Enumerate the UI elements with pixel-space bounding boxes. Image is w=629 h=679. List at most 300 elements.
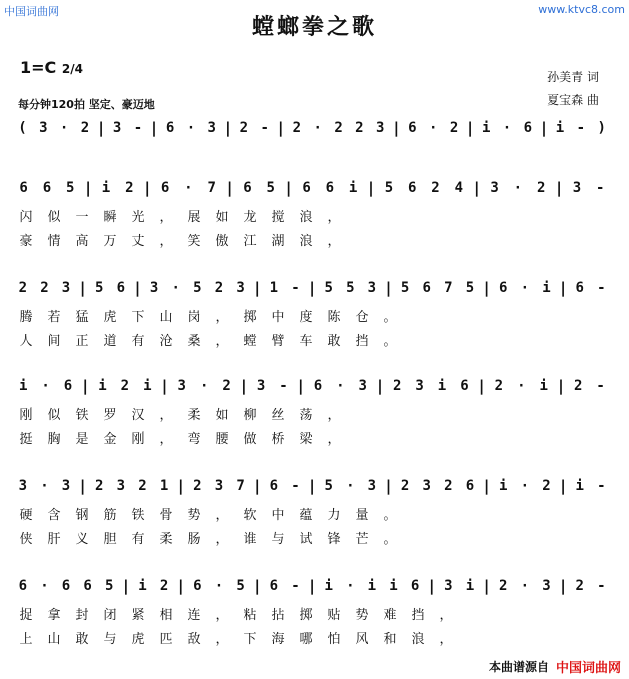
note: 2 [95, 478, 104, 494]
lyric-char: 铁 [75, 408, 89, 423]
lyric-char: 如 [215, 210, 229, 225]
barline: | [79, 477, 86, 495]
note: 2 [494, 378, 504, 394]
barline: | [467, 119, 473, 137]
lyricist: 孙美青 词 [547, 70, 599, 84]
lyric-char: 上 [19, 632, 33, 647]
lyric-char: 。 [383, 508, 397, 523]
barline: | [473, 179, 480, 197]
note: 4 [454, 180, 464, 196]
footer-site: 中国词曲网 [555, 661, 621, 676]
barline: | [144, 179, 150, 197]
lyric-char: 锋 [327, 532, 341, 547]
note: 5 [193, 280, 202, 296]
lyric-char: 万 [103, 234, 117, 249]
note: i [555, 120, 565, 136]
note: 2 [542, 478, 551, 494]
note: i [101, 180, 111, 196]
lyric-char: 风 [355, 632, 369, 647]
lyric-char: ， [215, 508, 229, 523]
note: 6 [19, 180, 28, 196]
note: 2 [499, 578, 508, 594]
lyric-char: ， [215, 310, 229, 325]
lyric-char: 汉 [131, 408, 145, 423]
note: · [184, 180, 193, 196]
lyric-char: 和 [383, 632, 397, 647]
notation-line [12, 120, 612, 136]
lyric-char: 江 [243, 234, 257, 249]
note: i [575, 478, 584, 494]
lyric-char: 梁 [299, 432, 313, 447]
note: 5 [324, 280, 333, 296]
lyric-char: 难 [383, 608, 397, 623]
notation-line [12, 478, 612, 494]
note: 3 [236, 280, 245, 296]
lyric-char: 罗 [103, 408, 117, 423]
barline: | [309, 577, 315, 595]
note: i [18, 378, 28, 394]
lyric-char: 桑 [187, 334, 201, 349]
barline: | [123, 577, 129, 595]
lyric-char: 挡 [355, 334, 369, 349]
lyric-char: ， [215, 608, 229, 623]
note: · [199, 378, 209, 394]
notation-line [12, 180, 612, 196]
note: 3 [490, 180, 499, 196]
lyric-char: 弯 [187, 432, 201, 447]
note: 1 [269, 280, 279, 296]
note: · [59, 120, 69, 136]
note: · [346, 478, 355, 494]
lyric-char: 若 [47, 310, 61, 325]
notation-line [12, 378, 612, 394]
lyric-char: 下 [131, 310, 145, 325]
barline: | [225, 119, 231, 137]
lyric-char: 软 [243, 508, 257, 523]
note: · [513, 180, 523, 196]
note: 3 [39, 120, 48, 136]
note: 6 [61, 578, 71, 594]
lyrics-line [12, 504, 612, 523]
lyric-char: ， [327, 210, 341, 225]
barline: | [556, 179, 562, 197]
note: i [499, 478, 508, 494]
lyrics-line [12, 428, 612, 447]
barline: | [297, 377, 304, 395]
note: 2 [18, 280, 28, 296]
note: - [291, 280, 300, 296]
lyric-char: 虎 [103, 310, 117, 325]
note: 6 [408, 180, 417, 196]
note: · [313, 120, 322, 136]
tempo-marking: 每分钟120拍 坚定、豪迈地 [18, 98, 155, 111]
notation-line [12, 578, 612, 594]
note: 2 [159, 578, 169, 594]
lyric-char: 情 [47, 234, 61, 249]
barline: | [560, 477, 566, 495]
note: 5 [346, 280, 355, 296]
note: ( [18, 120, 27, 136]
lyric-char: 拈 [271, 608, 285, 623]
note: · [517, 378, 526, 394]
note: 6 [422, 280, 431, 296]
barline: | [385, 477, 392, 495]
note: 6 [63, 378, 73, 394]
time-signature: 2/4 [61, 62, 83, 76]
lyric-char: 光 [131, 210, 145, 225]
note: 2 [40, 280, 49, 296]
lyric-char: 仓 [355, 310, 369, 325]
lyric-char: 。 [383, 532, 397, 547]
note: 2 [400, 478, 410, 494]
barline: | [177, 477, 184, 495]
note: 5 [95, 280, 104, 296]
barline: | [85, 179, 91, 197]
lyric-char: 哪 [299, 632, 313, 647]
lyric-char: ， [159, 210, 173, 225]
lyric-char: 有 [131, 532, 145, 547]
lyric-char: 试 [299, 532, 313, 547]
note: - [597, 578, 606, 594]
note: 6 [160, 180, 170, 196]
lyric-char: 下 [243, 632, 257, 647]
note: 3 [61, 478, 71, 494]
lyric-char: 似 [47, 408, 61, 423]
note: 3 [542, 578, 551, 594]
note: 7 [444, 280, 453, 296]
barline: | [483, 477, 490, 495]
barline: | [483, 577, 490, 595]
lyrics-line [12, 306, 612, 325]
lyric-char: 。 [383, 334, 397, 349]
barline: | [483, 279, 490, 297]
barline: | [98, 119, 104, 137]
lyric-char: 相 [159, 608, 173, 623]
lyric-char: 闭 [103, 608, 117, 623]
lyric-char: 湖 [271, 234, 285, 249]
note: 5 [65, 180, 75, 196]
note: · [171, 280, 180, 296]
note: 3 [367, 280, 377, 296]
note: 2 [138, 478, 147, 494]
lyric-char: 拿 [47, 608, 61, 623]
lyric-char: 沧 [159, 334, 173, 349]
note: 5 [384, 180, 394, 196]
barline: | [254, 279, 260, 297]
lyric-char: 闪 [19, 210, 33, 225]
lyric-char: 海 [271, 632, 285, 647]
lyric-char: 。 [383, 310, 397, 325]
barline: | [478, 377, 485, 395]
barline: | [285, 179, 292, 197]
note: i [138, 578, 147, 594]
note: 6 [193, 578, 202, 594]
note: 2 [392, 378, 402, 394]
note: · [186, 120, 196, 136]
lyric-char: 刚 [131, 432, 145, 447]
note: i [98, 378, 107, 394]
barline: | [560, 279, 566, 297]
note: - [597, 280, 606, 296]
lyric-char: 浪 [299, 234, 313, 249]
note: 6 [410, 578, 420, 594]
note: · [520, 280, 530, 296]
note: 6 [116, 280, 126, 296]
lyric-char: 一 [75, 210, 89, 225]
barline: | [560, 577, 566, 595]
note: 3 [444, 578, 453, 594]
lyric-char: 岗 [187, 310, 201, 325]
note: · [214, 578, 224, 594]
lyric-char: 山 [47, 632, 61, 647]
note: 2 [80, 120, 90, 136]
lyrics-line [12, 206, 612, 225]
lyric-char: 含 [47, 508, 61, 523]
barline: | [393, 119, 400, 137]
note: 2 [355, 120, 364, 136]
lyrics-line [12, 528, 612, 547]
note: 2 [214, 280, 224, 296]
note: 6 [408, 120, 417, 136]
lyric-char: 正 [75, 334, 89, 349]
note: - [291, 578, 300, 594]
note: · [346, 578, 355, 594]
lyric-char: 义 [75, 532, 89, 547]
note: · [40, 578, 49, 594]
note: i [539, 378, 548, 394]
lyrics-line [12, 628, 612, 647]
lyric-char: 粘 [243, 608, 257, 623]
watermark-left: 中国词曲网 [4, 5, 59, 18]
barline: | [377, 377, 383, 395]
barline: | [254, 577, 260, 595]
barline: | [309, 477, 315, 495]
lyric-char: 做 [243, 432, 257, 447]
note: i [437, 378, 447, 394]
note: i [542, 280, 551, 296]
note: 2 [536, 180, 546, 196]
lyric-char: 敢 [327, 334, 341, 349]
lyric-char: 陈 [327, 310, 341, 325]
note: ) [597, 120, 606, 136]
note: 2 [125, 180, 134, 196]
note: 2 [575, 578, 584, 594]
lyric-char: 猛 [75, 310, 89, 325]
lyric-char: 筋 [103, 508, 117, 523]
lyric-char: ， [439, 608, 453, 623]
lyric-char: 肝 [47, 532, 61, 547]
lyric-char: ， [439, 632, 453, 647]
note: 3 [61, 280, 71, 296]
lyric-char: 量 [355, 508, 369, 523]
lyric-char: 挡 [411, 608, 425, 623]
lyric-char: 中 [271, 310, 285, 325]
note: 5 [465, 280, 475, 296]
lyric-char: 怕 [327, 632, 341, 647]
lyric-char: 势 [355, 608, 369, 623]
note: · [520, 478, 530, 494]
note: 3 [358, 378, 367, 394]
note: 2 [431, 180, 440, 196]
lyric-char: 车 [299, 334, 313, 349]
note: 3 [207, 120, 216, 136]
note: 7 [207, 180, 216, 196]
note: 3 [376, 120, 385, 136]
barline: | [429, 577, 435, 595]
note: - [279, 378, 288, 394]
lyric-char: 中 [271, 508, 285, 523]
note: 7 [236, 478, 245, 494]
lyric-char: 臂 [271, 334, 285, 349]
lyric-char: 胸 [47, 432, 61, 447]
note: i [481, 120, 491, 136]
note: i [367, 578, 377, 594]
lyric-char: 肠 [187, 532, 201, 547]
lyric-char: 丈 [131, 234, 145, 249]
lyric-char: 贴 [327, 608, 341, 623]
note: 6 [83, 578, 92, 594]
lyric-char: ， [327, 432, 341, 447]
note: 2 [292, 120, 302, 136]
barline: | [226, 179, 233, 197]
note: 5 [324, 478, 333, 494]
note: 2 [120, 378, 130, 394]
lyric-char: 豪 [19, 234, 33, 249]
lyrics-line [12, 230, 612, 249]
note: 5 [266, 180, 275, 196]
note: 1 [159, 478, 169, 494]
lyric-char: 与 [103, 632, 117, 647]
lyric-char: ， [215, 632, 229, 647]
lyric-char: 道 [103, 334, 117, 349]
lyric-char: 有 [131, 334, 145, 349]
barline: | [278, 119, 284, 137]
lyric-char: 龙 [243, 210, 257, 225]
lyric-char: 虎 [131, 632, 145, 647]
lyric-char: 柔 [187, 408, 201, 423]
note: 6 [269, 478, 279, 494]
lyric-char: 搅 [271, 210, 285, 225]
lyric-char: ， [159, 432, 173, 447]
lyric-char: 铁 [131, 508, 145, 523]
barline: | [79, 279, 86, 297]
lyric-char: 侠 [19, 532, 33, 547]
lyric-char: 腰 [215, 432, 229, 447]
note: 5 [105, 578, 114, 594]
lyric-char: 蕴 [299, 508, 313, 523]
note: 2 [193, 478, 202, 494]
note: 6 [499, 280, 508, 296]
note: i [324, 578, 333, 594]
note: 6 [165, 120, 175, 136]
note: - [576, 120, 586, 136]
page-title: 螳螂拳之歌 [251, 14, 377, 40]
note: - [291, 478, 300, 494]
lyric-char: 荡 [299, 408, 313, 423]
note: 6 [523, 120, 533, 136]
lyric-char: 骨 [159, 508, 173, 523]
notation-line [12, 280, 612, 296]
note: · [520, 578, 530, 594]
note: 6 [18, 578, 28, 594]
note: 3 [367, 478, 377, 494]
lyric-char: 刚 [19, 408, 33, 423]
note: 5 [236, 578, 245, 594]
lyric-char: 展 [187, 210, 201, 225]
lyric-char: 度 [299, 310, 313, 325]
lyric-char: 浪 [299, 210, 313, 225]
lyric-char: 挺 [19, 432, 33, 447]
lyric-char: 金 [103, 432, 117, 447]
lyric-char: 连 [187, 608, 201, 623]
note: 6 [313, 378, 323, 394]
lyric-char: 螳 [243, 334, 257, 349]
lyrics-line [12, 330, 612, 349]
lyric-char: 势 [187, 508, 201, 523]
lyric-char: 敌 [187, 632, 201, 647]
lyric-char: 是 [75, 432, 89, 447]
lyrics-line [12, 604, 612, 623]
footer-source: 本曲谱源自 [488, 660, 549, 674]
lyric-char: 胆 [103, 532, 117, 547]
lyric-char: ， [215, 532, 229, 547]
barline: | [541, 119, 547, 137]
lyric-char: 间 [47, 334, 61, 349]
composer: 夏宝森 曲 [547, 93, 599, 107]
note: - [596, 180, 605, 196]
note: i [143, 378, 152, 394]
note: 3 [112, 120, 122, 136]
lyric-char: 瞬 [103, 210, 117, 225]
lyric-char: 柔 [159, 532, 173, 547]
barline: | [385, 279, 392, 297]
lyric-char: ， [327, 234, 341, 249]
lyric-char: 芒 [355, 532, 369, 547]
note: 3 [214, 478, 224, 494]
note: 3 [256, 378, 266, 394]
note: 2 [449, 120, 459, 136]
barline: | [151, 119, 157, 137]
barline: | [368, 179, 374, 197]
note: 6 [269, 578, 279, 594]
note: - [597, 478, 606, 494]
note: · [428, 120, 438, 136]
note: 2 [334, 120, 343, 136]
note: - [133, 120, 143, 136]
note: - [260, 120, 269, 136]
note: 3 [422, 478, 431, 494]
note: 6 [243, 180, 252, 196]
lyric-char: 掷 [299, 608, 313, 623]
lyric-char: 笑 [187, 234, 201, 249]
barline: | [82, 377, 88, 395]
watermark-right: www.ktvc8.com [538, 3, 625, 16]
lyric-char: 紧 [131, 608, 145, 623]
lyric-char: 硬 [19, 508, 33, 523]
barline: | [134, 279, 141, 297]
note: i [465, 578, 475, 594]
note: 6 [465, 478, 475, 494]
lyric-char: 柳 [243, 408, 257, 423]
lyric-char: 似 [47, 210, 61, 225]
note: 3 [415, 378, 424, 394]
key-signature: 1=C 2/4 [20, 58, 83, 77]
lyric-char: 掷 [243, 310, 257, 325]
note: i [389, 578, 398, 594]
note: 6 [302, 180, 311, 196]
note: · [336, 378, 345, 394]
note: 2 [222, 378, 231, 394]
